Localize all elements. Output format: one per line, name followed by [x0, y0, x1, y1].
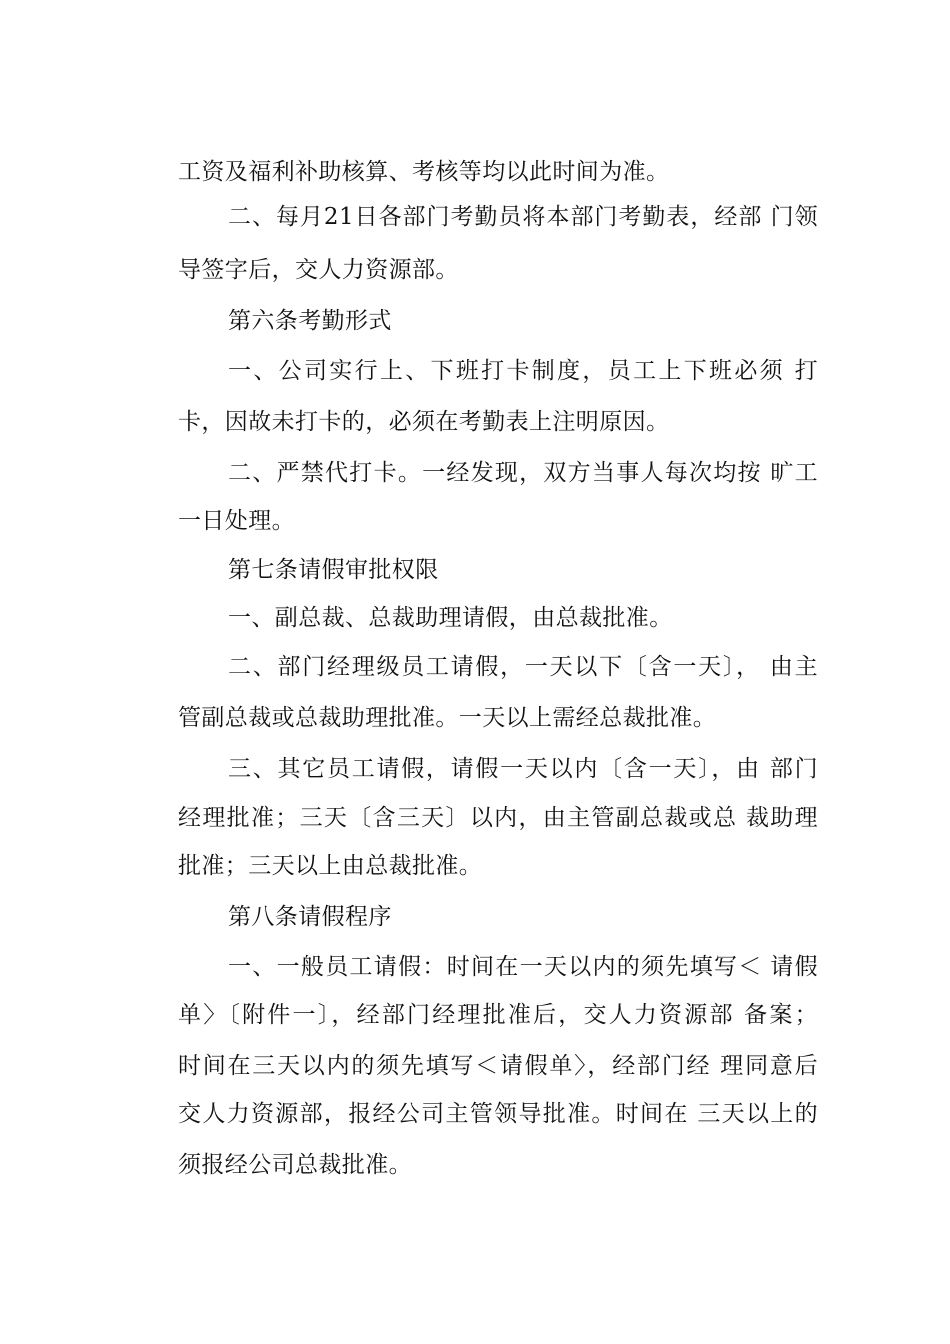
section-heading: 第七条请假审批权限	[228, 557, 439, 583]
body-text-line: 三、其它员工请假，请假一天以内〔含一天〕，由 部门	[228, 756, 818, 782]
body-text-line: 二、每月21日各部门考勤员将本部门考勤表，经部 门领	[228, 204, 818, 230]
body-text-line: 经理批准；三天〔含三天〕以内，由主管副总裁或总 裁助理	[178, 805, 818, 831]
section-heading: 第六条考勤形式	[228, 308, 392, 334]
body-text-line: 卡，因故未打卡的，必须在考勤表上注明原因。	[178, 409, 670, 435]
body-text-line: 工资及福利补助核算、考核等均以此时间为准。	[178, 159, 670, 185]
body-text-line: 交人力资源部，报经公司主管领导批准。时间在 三天以上的	[178, 1101, 818, 1127]
body-text-line: 二、部门经理级员工请假，一天以下〔含一天〕， 由主	[228, 654, 818, 680]
body-text-line: 一、一般员工请假：时间在一天以内的须先填写＜ 请假	[228, 954, 818, 980]
body-text-line: 一、公司实行上、下班打卡制度，员工上下班必须 打	[228, 358, 818, 384]
body-text-line: 导签字后，交人力资源部。	[178, 257, 459, 283]
body-text-line: 单〉〔附件一〕，经部门经理批准后，交人力资源部 备案；	[178, 1002, 818, 1028]
body-text-line: 二、严禁代打卡。一经发现，双方当事人每次均按 旷工	[228, 460, 818, 486]
body-text-line: 一日处理。	[178, 508, 295, 534]
section-heading: 第八条请假程序	[228, 904, 392, 930]
body-text-line: 管副总裁或总裁助理批准。一天以上需经总裁批准。	[178, 705, 717, 731]
body-text-line: 批准；三天以上由总裁批准。	[178, 853, 483, 879]
body-text-line: 须报经公司总裁批准。	[178, 1152, 412, 1178]
body-text-line: 时间在三天以内的须先填写＜请假单〉，经部门经 理同意后	[178, 1053, 818, 1079]
body-text-line: 一、副总裁、总裁助理请假，由总裁批准。	[228, 605, 673, 631]
